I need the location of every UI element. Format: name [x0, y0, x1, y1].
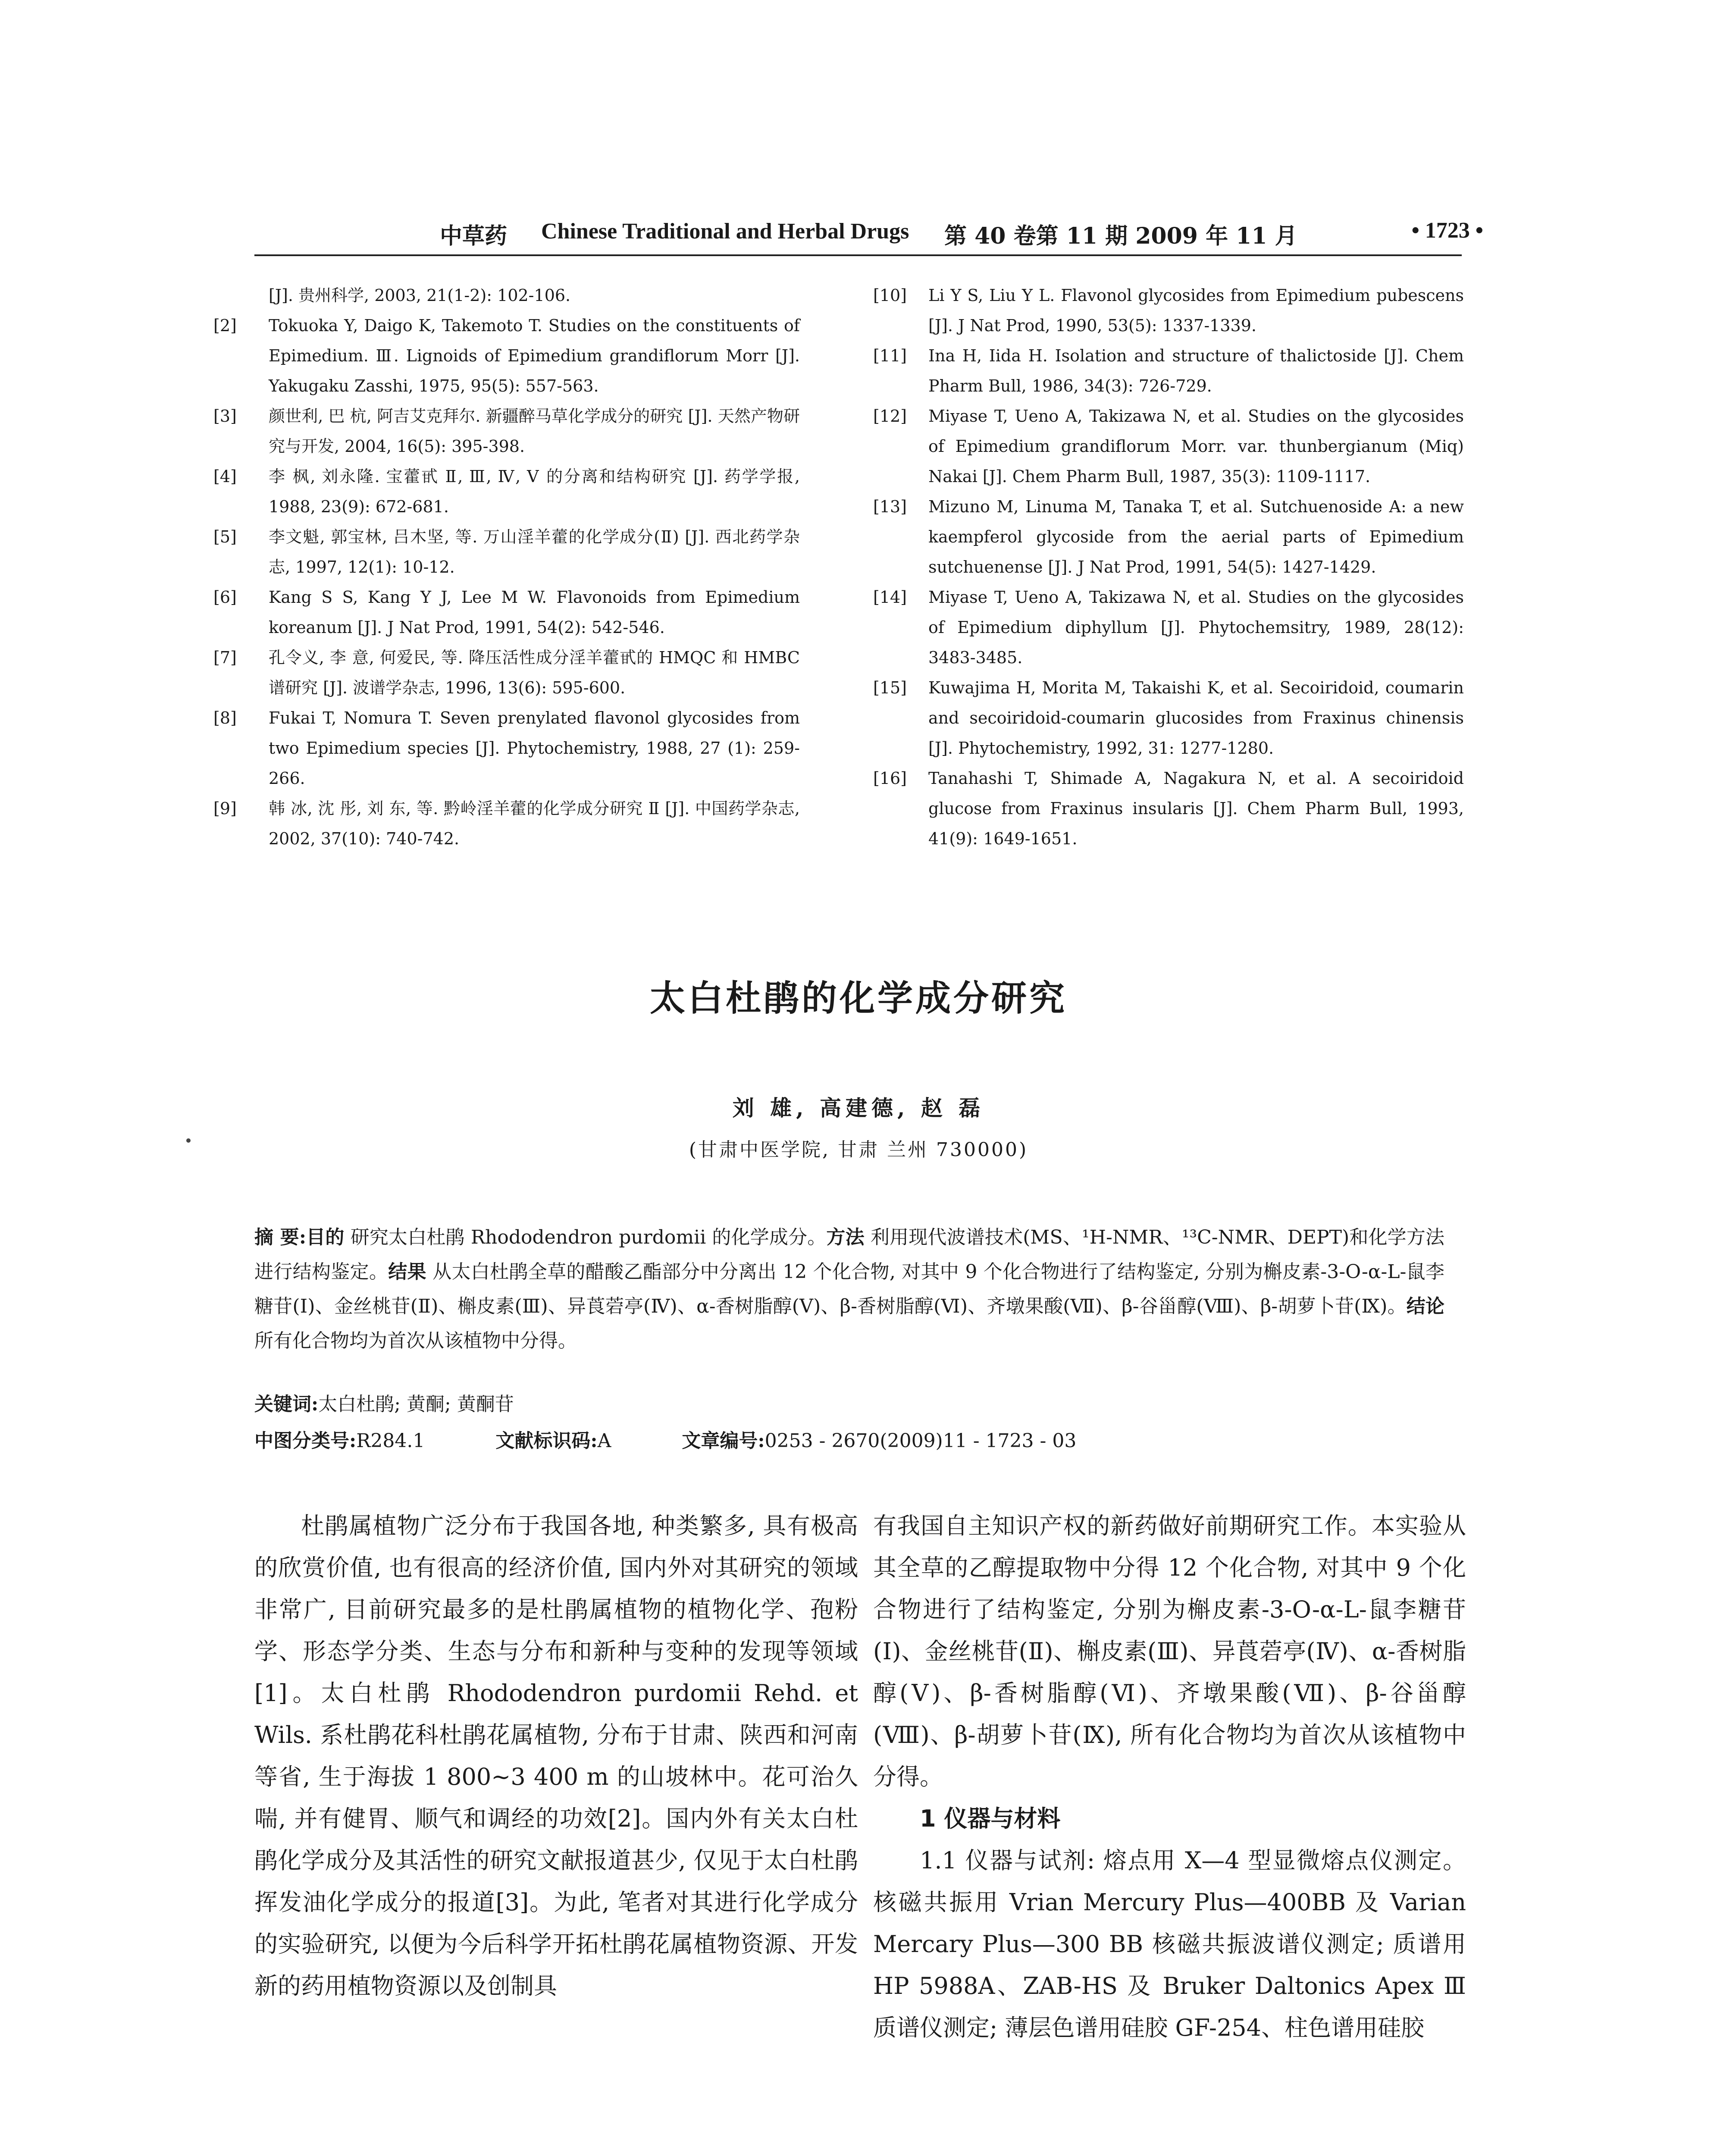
- reference-item: [5] 李文魁, 郭宝林, 吕木坚, 等. 万山淫羊藿的化学成分(Ⅱ) [J]. 西北药学杂志, 1997, 12(1): 10-12.: [213, 527, 800, 577]
- clc-label: 中图分类号:: [254, 1430, 357, 1452]
- reference-item: [9] 韩 冰, 沈 彤, 刘 东, 等. 黔岭淫羊藿的化学成分研究 Ⅱ [J]. 中国药学杂志, 2002, 37(10): 740-742.: [213, 799, 800, 848]
- body-right-column: [873, 1505, 1466, 2049]
- reference-item: [10] Li Y S, Liu Y L. Flavonol glycosides from Epimedium pubescens [J]. J Nat Prod, 1990, 53(5): 1337-1339.: [873, 286, 1464, 335]
- reference-item: [14] Miyase T, Ueno A, Takizawa N, et al. Studies on the glycosides of Epimedium diphyllum [J]. Phytochemsitry, 1989, 28(12): 3483-3485.: [873, 588, 1464, 667]
- article-id-label: 文章编号:: [682, 1430, 765, 1452]
- conclusion-label: 结论: [1406, 1295, 1445, 1317]
- article-title: 太白杜鹃的化学成分研究: [649, 978, 1067, 1019]
- objective-text: 研究太白杜鹃 Rhododendron purdomii 的化学成分。: [344, 1226, 827, 1248]
- abstract-label: 摘 要:: [254, 1226, 307, 1248]
- result-text: 从太白杜鹃全草的醋酸乙酯部分中分离出 12 个化合物, 对其中 9 个化合物进行了结构鉴定, 分别为槲皮素-3-O-α-L-鼠李糖苷(Ⅰ)、金丝桃苷(Ⅱ)、槲皮素(Ⅲ)、异莨菪亭(Ⅳ)、α-香树脂醇(Ⅴ)、β-香树脂醇(Ⅵ)、齐墩果酸(Ⅶ)、β-谷甾醇(Ⅷ)、β-胡萝卜苷(Ⅸ)。: [254, 1261, 1445, 1317]
- keywords: [254, 1388, 514, 1416]
- reference-item: [11] Ina H, Iida H. Isolation and structure of thalictoside [J]. Chem Pharm Bull, 1986, 34(3): 726-729.: [873, 346, 1464, 395]
- reference-item: [15] Kuwajima H, Morita M, Takaishi K, et al. Secoiridoid, coumarin and secoiridoid-coumarin glucosides from Fraxinus chinensis [J]. Phytochemistry, 1992, 31: 1277-1280.: [873, 678, 1464, 758]
- method-label: 方法: [826, 1226, 865, 1248]
- references-right-column: [873, 280, 1464, 854]
- article-authors: 刘 雄, 高建德, 赵 磊: [732, 1095, 985, 1121]
- reference-item: [16] Tanahashi T, Shimade A, Nagakura N, et al. A secoiridoid glucose from Fraxinus insularis [J]. Chem Pharm Bull, 1993, 41(9): 1649-1651.: [873, 769, 1464, 848]
- references-left-column: [213, 280, 800, 854]
- body-left-column: [254, 1505, 858, 2007]
- conclusion-text: 所有化合物均为首次从该植物中分得。: [254, 1330, 577, 1352]
- subsection-paragraph: 1.1 仪器与试剂: 熔点用 X—4 型显微熔点仪测定。核磁共振用 Vrian Mercury Plus—400BB 及 Varian Mercary Plus—300 BB 核磁共振波谱仪测定; 质谱用 HP 5988A、ZAB-HS 及 Bruker Daltonics Apex Ⅲ质谱仪测定; 薄层色谱用硅胶 GF-254、柱色谱用硅胶: [873, 1847, 1466, 2041]
- keywords-label: 关键词:: [254, 1393, 319, 1415]
- issue-info: 第 40 卷第 11 期 2009 年 11 月: [944, 223, 1297, 249]
- reference-item: [12] Miyase T, Ueno A, Takizawa N, et al. Studies on the glycosides of Epimedium grandiflorum Morr. var. thunbergianum (Miq) Nakai [J]. Chem Pharm Bull, 1987, 35(3): 1109-1117.: [873, 407, 1464, 486]
- journal-name-cn: 中草药: [440, 223, 508, 249]
- doc-code-label: 文献标识码:: [495, 1430, 598, 1452]
- classification-line: [254, 1425, 1444, 1453]
- reference-item: [4] 李 枫, 刘永隆. 宝藿甙 Ⅱ, Ⅲ, Ⅳ, Ⅴ 的分离和结构研究 [J]. 药学学报, 1988, 23(9): 672-681.: [213, 467, 800, 516]
- intro-paragraph: 杜鹃属植物广泛分布于我国各地, 种类繁多, 具有极高的欣赏价值, 也有很高的经济价值, 国内外对其研究的领域非常广, 目前研究最多的是杜鹃属植物的植物化学、孢粉学、形态学分类、生态与分布和新种与变种的发现等领域[1]。太白杜鹃 Rhododendron purdomii Rehd. et Wils. 系杜鹃花科杜鹃花属植物, 分布于甘肃、陕西和河南等省, 生于海拔 1 800~3 400 m 的山坡林中。花可治久喘, 并有健胃、顺气和调经的功效[2]。国内外有关太白杜鹃化学成分及其活性的研究文献报道甚少, 仅见于太白杜鹃挥发油化学成分的报道[3]。为此, 笔者对其进行化学成分的实验研究, 以便为今后科学开拓杜鹃花属植物资源、开发新的药用植物资源以及创制具: [254, 1512, 858, 1999]
- running-header: [440, 218, 1483, 249]
- method-text: 利用现代波谱技术(MS、¹H-NMR、¹³C-NMR、DEPT)和化学方法进行结构鉴定。: [254, 1226, 1445, 1283]
- intro-paragraph-continued: 有我国自主知识产权的新药做好前期研究工作。本实验从其全草的乙醇提取物中分得 12 个化合物, 对其中 9 个化合物进行了结构鉴定, 分别为槲皮素-3-O-α-L-鼠李糖苷(Ⅰ)、金丝桃苷(Ⅱ)、槲皮素(Ⅲ)、异莨菪亭(Ⅳ)、α-香树脂醇(Ⅴ)、β-香树脂醇(Ⅵ)、齐墩果酸(Ⅶ)、β-谷甾醇(Ⅷ)、β-胡萝卜苷(Ⅸ), 所有化合物均为首次从该植物中分得。: [873, 1512, 1466, 1790]
- reference-item: [J]. 贵州科学, 2003, 21(1-2): 102-106.: [269, 286, 571, 305]
- page-number: • 1723 •: [1411, 218, 1483, 243]
- reference-item: [6] Kang S S, Kang Y J, Lee M W. Flavonoids from Epimedium koreanum [J]. J Nat Prod, 1991, 54(2): 542-546.: [213, 588, 800, 637]
- clc-value: R284.1: [356, 1430, 425, 1452]
- result-label: 结果: [388, 1261, 426, 1283]
- abstract: [254, 1220, 1444, 1358]
- section-heading: 1 仪器与材料: [920, 1805, 1061, 1832]
- reference-item: [7] 孔令义, 李 意, 何爱民, 等. 降压活性成分淫羊藿甙的 HMQC 和 HMBC 谱研究 [J]. 波谱学杂志, 1996, 13(6): 595-600.: [213, 648, 800, 697]
- doc-code-value: A: [597, 1430, 611, 1452]
- reference-item: [13] Mizuno M, Linuma M, Tanaka T, et al. Sutchuenoside A: a new kaempferol glycoside from the aerial parts of Epimedium sutchuenense [J]. J Nat Prod, 1991, 54(5): 1427-1429.: [873, 497, 1464, 577]
- reference-item: [8] Fukai T, Nomura T. Seven prenylated flavonol glycosides from two Epimedium species [J]. Phytochemistry, 1988, 27 (1): 259-266.: [213, 708, 800, 788]
- keywords-text: 太白杜鹃; 黄酮; 黄酮苷: [318, 1393, 514, 1415]
- reference-item: [3] 颜世利, 巴 杭, 阿吉艾克拜尔. 新疆醉马草化学成分的研究 [J]. 天然产物研究与开发, 2004, 16(5): 395-398.: [213, 407, 800, 456]
- article-affiliation: (甘肃中医学院, 甘肃 兰州 730000): [689, 1139, 1028, 1161]
- journal-name-en: Chinese Traditional and Herbal Drugs: [541, 219, 909, 244]
- objective-label: 目的: [306, 1226, 345, 1248]
- article-id-value: 0253 - 2670(2009)11 - 1723 - 03: [765, 1430, 1077, 1452]
- reference-item: [2] Tokuoka Y, Daigo K, Takemoto T. Studies on the constituents of Epimedium. Ⅲ. Lignoids of Epimedium grandiflorum Morr [J]. Yakugaku Zasshi, 1975, 95(5): 557-563.: [213, 316, 800, 395]
- header-rule: [254, 254, 1462, 256]
